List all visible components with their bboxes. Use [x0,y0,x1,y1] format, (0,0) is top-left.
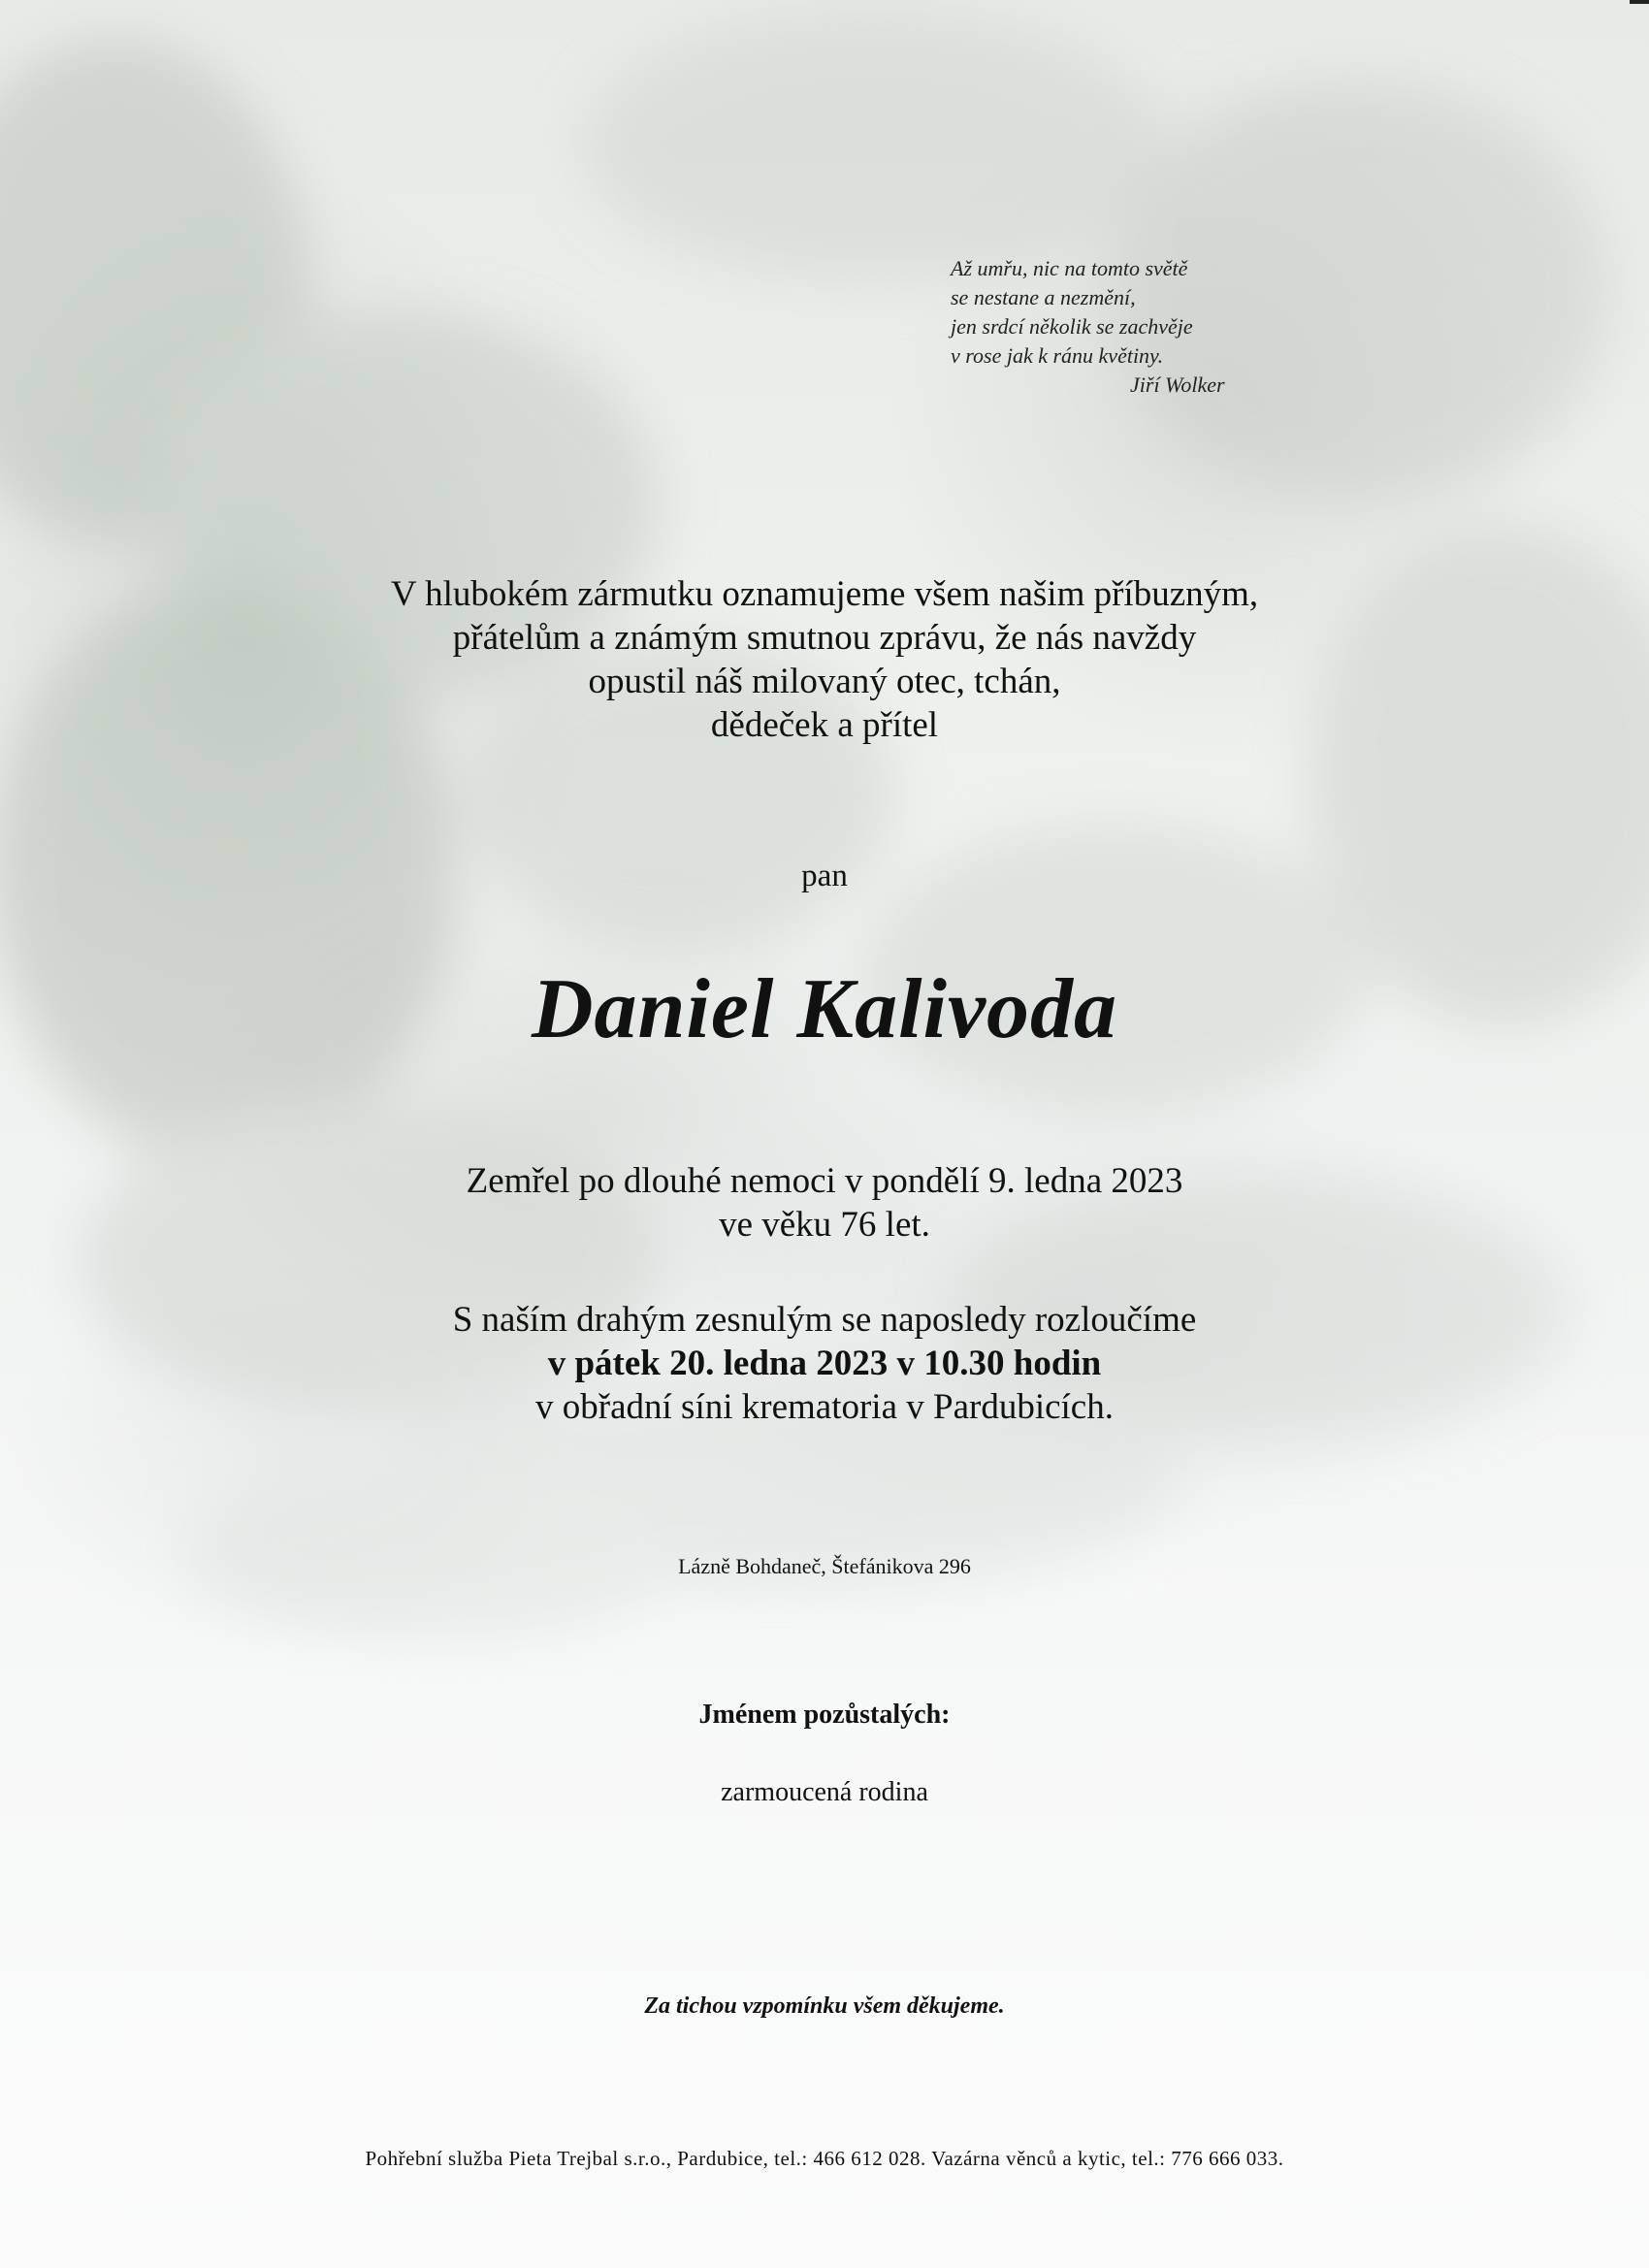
death-line: ve věku 76 let. [719,1205,930,1245]
poem-line: jen srdcí několik se zachvěje [951,314,1193,339]
announcement-line: dědeček a přítel [710,705,939,745]
death-details [0,1159,1649,1247]
farewell-intro: S naším drahým zesnulým se naposledy rozloučíme [452,1300,1197,1340]
deceased-name: Daniel Kalivoda [531,962,1118,1056]
farewell-details [0,1298,1649,1429]
announcement-text [0,572,1649,747]
poem-line: v rose jak k ránu květiny. [951,343,1164,368]
announcement-line: přátelům a známým smutnou zprávu, že nás navždy [452,618,1197,658]
poem-line: Až umřu, nic na tomto světě [951,256,1188,280]
poem-line: se nestane a nezmění, [951,285,1136,309]
poem-author: Jiří Wolker [1130,373,1225,397]
thanks-text: Za tichou vzpomínku všem děkujeme. [644,1993,1005,2019]
signoff-label: Jménem pozůstalých: [698,1700,951,1730]
poem-quote [951,254,1300,400]
death-line: Zemřel po dlouhé nemoci v pondělí 9. ledna 2023 [466,1161,1183,1201]
signoff-name: zarmoucená rodina [721,1777,928,1807]
farewell-datetime: v pátek 20. ledna 2023 v 10.30 hodin [547,1344,1102,1383]
family-address: Lázně Bohdaneč, Štefánikova 296 [678,1554,971,1578]
announcement-line: V hlubokém zármutku oznamujeme všem našim příbuzným, [390,574,1259,614]
funeral-service-footer: Pohřební služba Pieta Trejbal s.r.o., Pardubice, tel.: 466 612 028. Vazárna věnců a kytic, tel.: 776 666 033. [365,2147,1284,2170]
deceased-title: pan [801,859,848,893]
farewell-place: v obřadní síni krematoria v Pardubicích. [535,1387,1114,1427]
announcement-line: opustil náš milovaný otec, tchán, [588,662,1061,701]
scan-edge-mark [1630,0,1649,4]
